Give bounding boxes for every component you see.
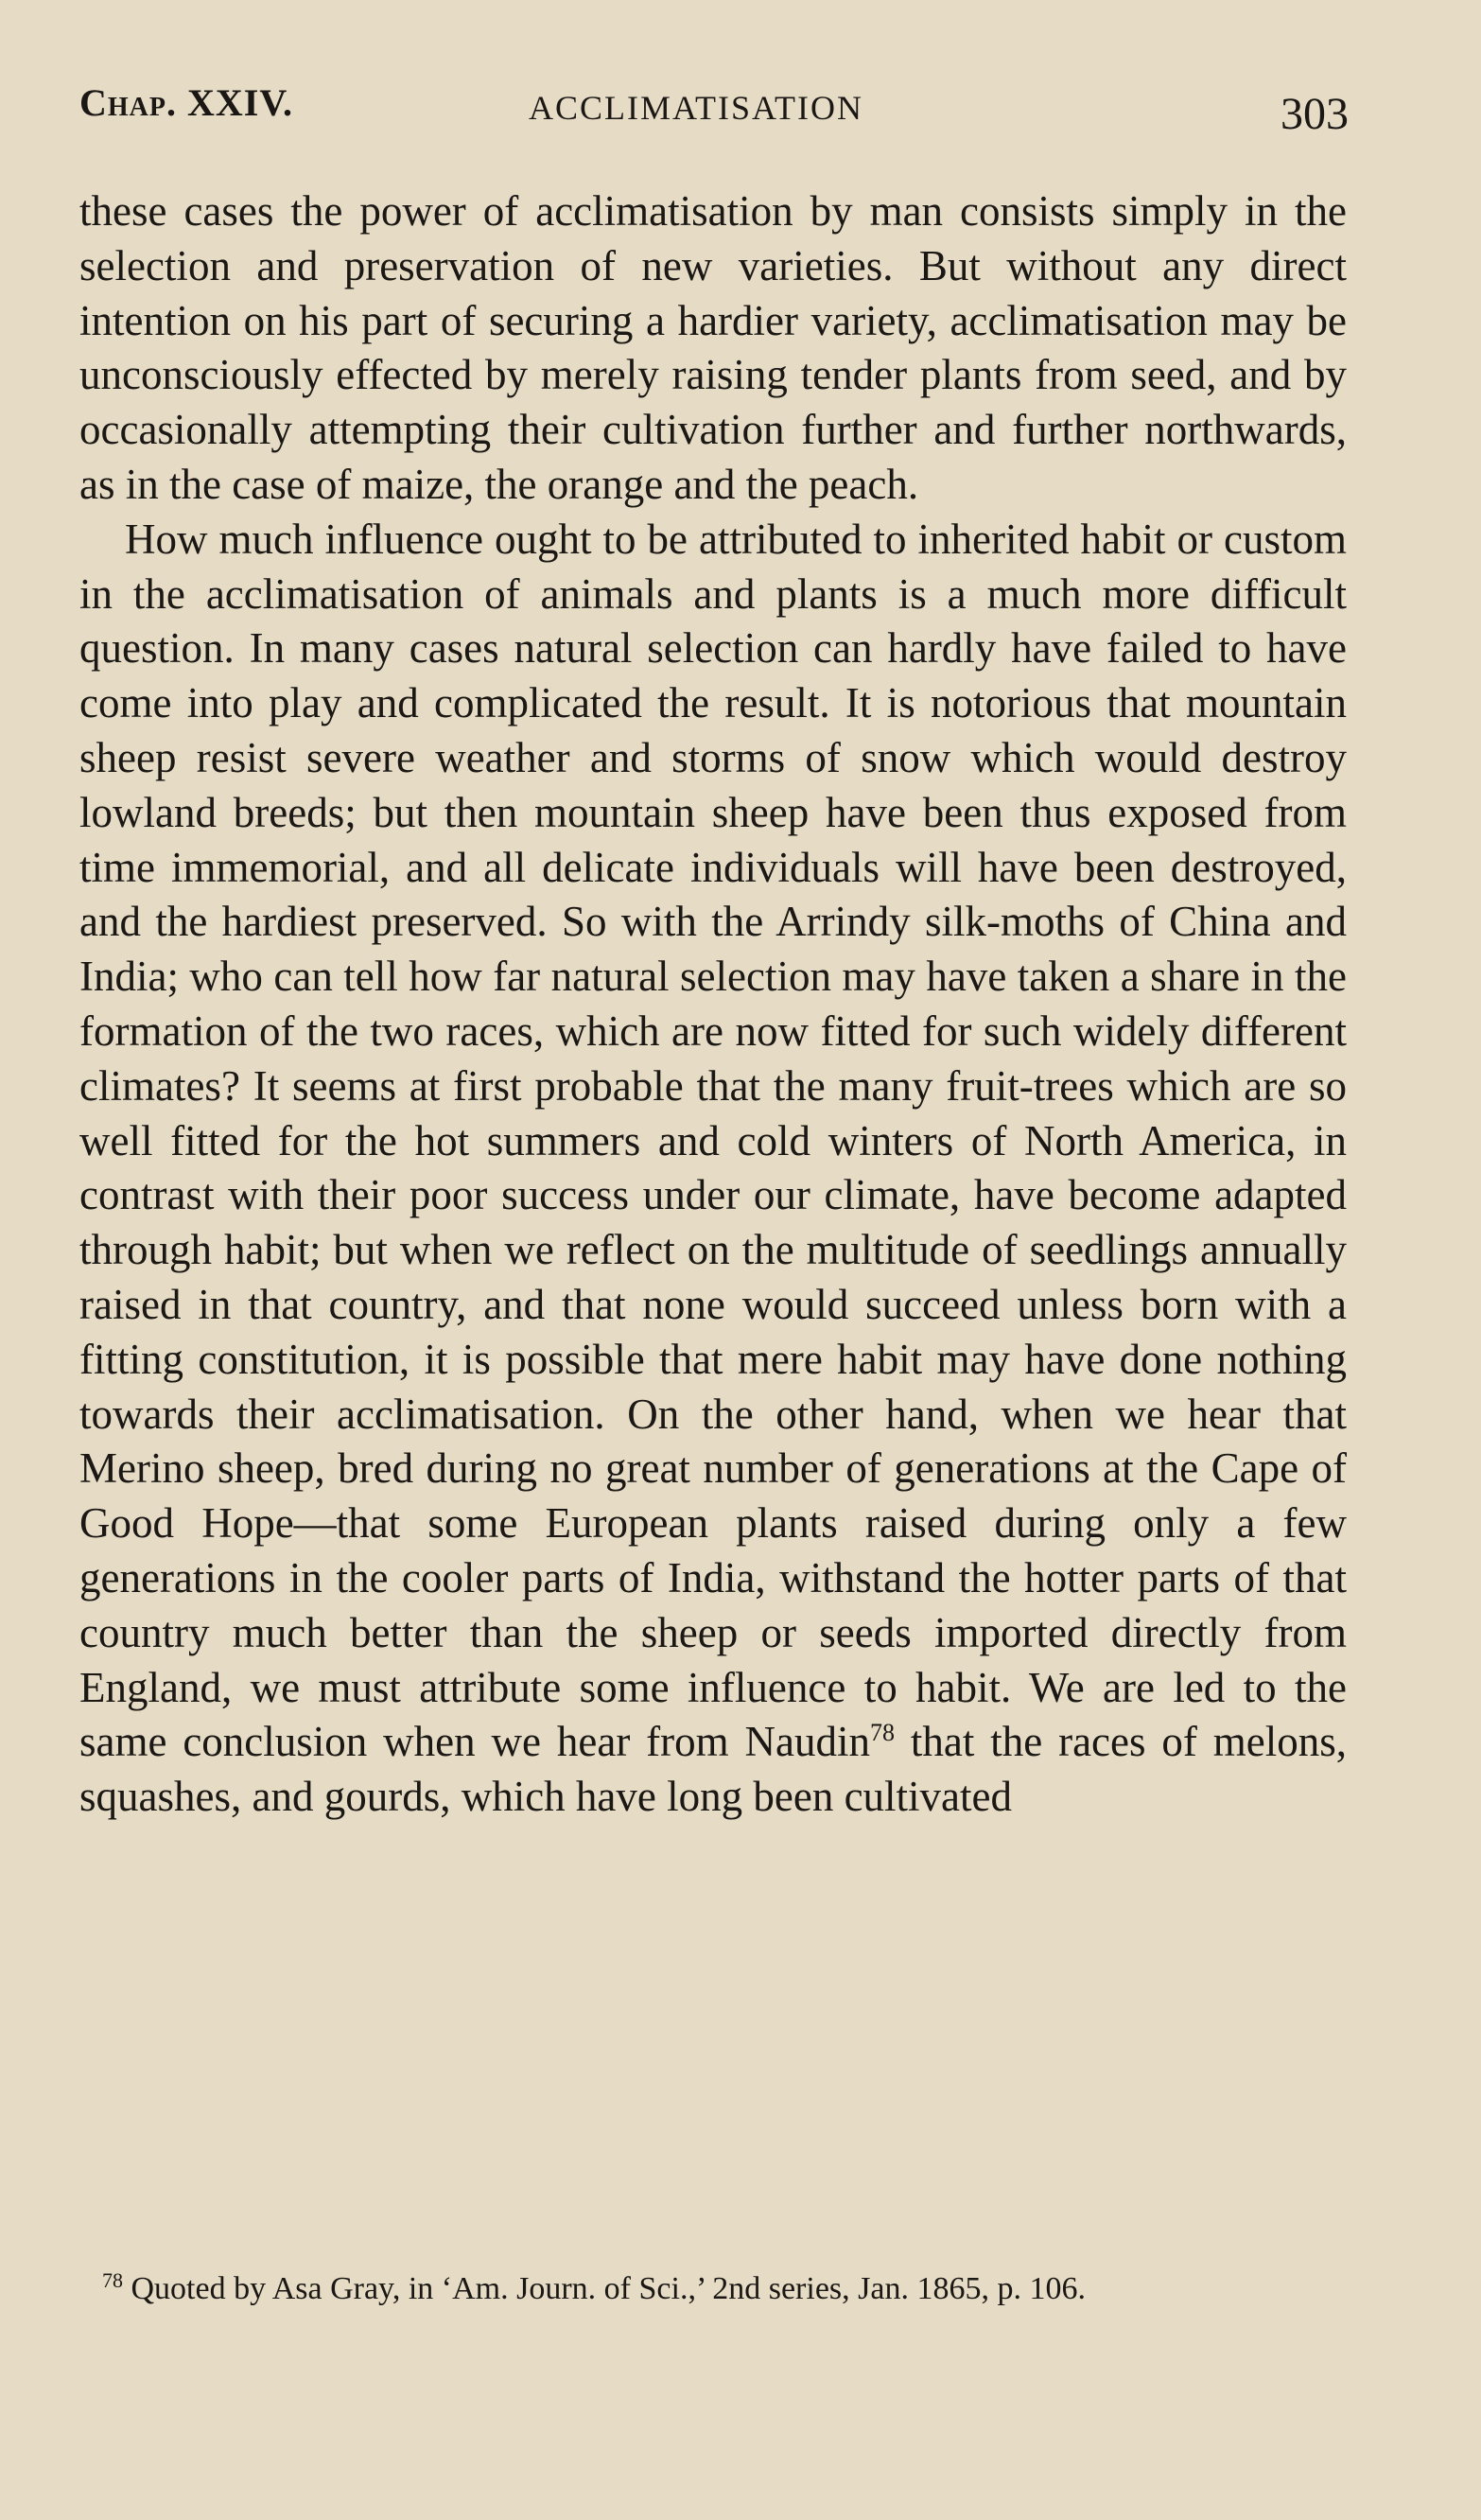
page-title: ACCLIMATISATION — [529, 89, 863, 127]
paragraph-1: these cases the power of acclimatisation by man consists simply in the selection and preservation of new varieties. But without any direct intention on his part of securing a hardier variety, acclimatisation may be unconsciously effected by merely raising tender plants from seed, and by occasionally attempting their cultivation further and further northwards, as in the case of maize, the orange and the peach. — [79, 187, 1347, 508]
chapter-label — [79, 80, 293, 125]
paragraph-2-text: How much influence ought to be attributed to inherited habit or custom in the acclimatisation of animals and plants is a much more difficult question. In many cases natural selection can hardly have failed to have come into play and complicated the result. It is notorious that mountain sheep resist severe weather and storms of snow which would destroy lowland breeds; but then mountain sheep have been thus exposed from time immemorial, and all delicate individuals will have been destroyed, and the hardiest preserved. So with the Arrindy silk-moths of China and India; who can tell how far natural selection may have taken a share in the formation of the two races, which are now fitted for such widely different climates? It seems at first probable that the many fruit-trees which are so well fitted for the hot summers and cold winters of North America, in contrast with their poor success under our climate, have become adapted through habit; but when we reflect on the multitude of seedlings annually raised in that country, and that none would succeed unless born with a fitting constitution, it is possible that mere habit may have done nothing towards their acclimatisation. On the other hand, when we hear that Merino sheep, bred during no great number of generations at the Cape of Good Hope—that some European plants raised during only a few generations in the cooler parts of India, withstand the hotter parts of that country much better than the sheep or seeds imported directly from England, we must attribute some influence to habit. We are led to the same conclusion when we hear from Naudin — [79, 515, 1347, 1766]
footnote — [79, 2266, 1347, 2313]
paragraph-2 — [79, 513, 1347, 1825]
footnote-number: 78 — [102, 2267, 123, 2292]
running-head — [79, 80, 1349, 147]
paragraph-2-continuation: that the races of melons, squashes, and gourds, which have long been cultivated — [79, 1718, 1347, 1821]
chapter-text: Chap. XXIV. — [79, 81, 294, 124]
body-text — [79, 184, 1347, 1825]
footnote-text: Quoted by Asa Gray, in ‘Am. Journ. of Sci.,’ 2nd series, Jan. 1865, p. 106. — [123, 2271, 1086, 2306]
page-number: 303 — [1281, 89, 1349, 139]
footnote-reference: 78 — [870, 1719, 896, 1747]
